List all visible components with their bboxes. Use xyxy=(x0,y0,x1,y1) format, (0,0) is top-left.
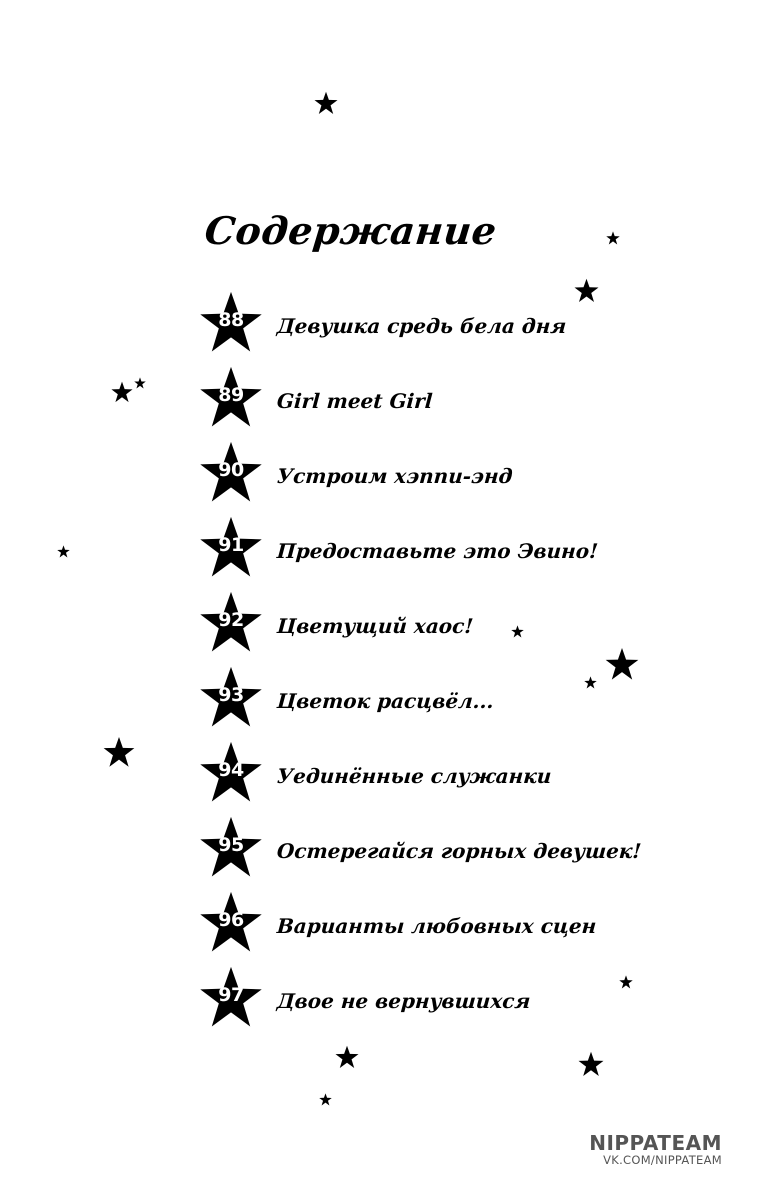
chapter-row xyxy=(198,965,718,1040)
watermark xyxy=(589,1132,722,1168)
chapter-title: Устроим хэппи-энд xyxy=(276,464,514,488)
chapter-title: Girl meet Girl xyxy=(276,389,434,413)
chapter-row xyxy=(198,665,718,740)
chapter-row xyxy=(198,890,718,965)
chapter-row xyxy=(198,740,718,815)
star-icon xyxy=(319,1093,332,1106)
watermark-brand: NIPPATEAM xyxy=(589,1131,722,1155)
watermark-url: VK.COM/NIPPATEAM xyxy=(603,1153,722,1167)
star-icon xyxy=(584,676,597,689)
chapter-number: 91 xyxy=(218,534,244,556)
chapter-number: 89 xyxy=(218,384,244,406)
chapter-row xyxy=(198,365,718,440)
chapter-number: 94 xyxy=(218,759,244,781)
star-icon xyxy=(103,736,135,768)
star-icon xyxy=(314,91,338,115)
star-icon xyxy=(57,545,70,558)
chapter-number: 95 xyxy=(218,834,244,856)
star-icon xyxy=(605,647,639,681)
chapter-number: 97 xyxy=(218,984,244,1006)
star-icon xyxy=(335,1045,359,1069)
chapter-title: Двое не вернувшихся xyxy=(276,989,532,1013)
chapter-list xyxy=(198,290,718,1040)
chapter-title: Предоставьте это Эвино! xyxy=(276,539,599,563)
chapter-number: 92 xyxy=(218,609,244,631)
chapter-title: Цветок расцвёл... xyxy=(276,689,495,713)
star-icon xyxy=(578,1051,604,1077)
star-icon xyxy=(511,625,524,638)
chapter-star-badge xyxy=(198,965,264,1029)
chapter-star-badge xyxy=(198,590,264,654)
star-icon xyxy=(606,231,620,245)
chapter-star-badge xyxy=(198,740,264,804)
chapter-row xyxy=(198,440,718,515)
chapter-title: Цветущий хаос! xyxy=(276,614,475,638)
chapter-title: Уединённые служанки xyxy=(276,764,553,788)
chapter-row xyxy=(198,815,718,890)
chapter-star-badge xyxy=(198,290,264,354)
chapter-number: 90 xyxy=(218,459,244,481)
chapter-star-badge xyxy=(198,440,264,504)
chapter-title: Девушка средь бела дня xyxy=(276,314,568,338)
chapter-number: 88 xyxy=(218,309,244,331)
star-icon xyxy=(574,278,599,303)
chapter-star-badge xyxy=(198,815,264,879)
chapter-number: 96 xyxy=(218,909,244,931)
chapter-star-badge xyxy=(198,890,264,954)
chapter-star-badge xyxy=(198,665,264,729)
page-title: Содержание xyxy=(202,208,499,253)
chapter-row xyxy=(198,290,718,365)
chapter-star-badge xyxy=(198,365,264,429)
chapter-title: Варианты любовных сцен xyxy=(276,914,598,938)
star-icon xyxy=(619,975,633,989)
star-icon xyxy=(111,381,133,403)
chapter-star-badge xyxy=(198,515,264,579)
chapter-number: 93 xyxy=(218,684,244,706)
chapter-title: Остерегайся горных девушек! xyxy=(276,839,643,863)
chapter-row xyxy=(198,515,718,590)
chapter-row xyxy=(198,590,718,665)
star-icon xyxy=(134,377,146,389)
